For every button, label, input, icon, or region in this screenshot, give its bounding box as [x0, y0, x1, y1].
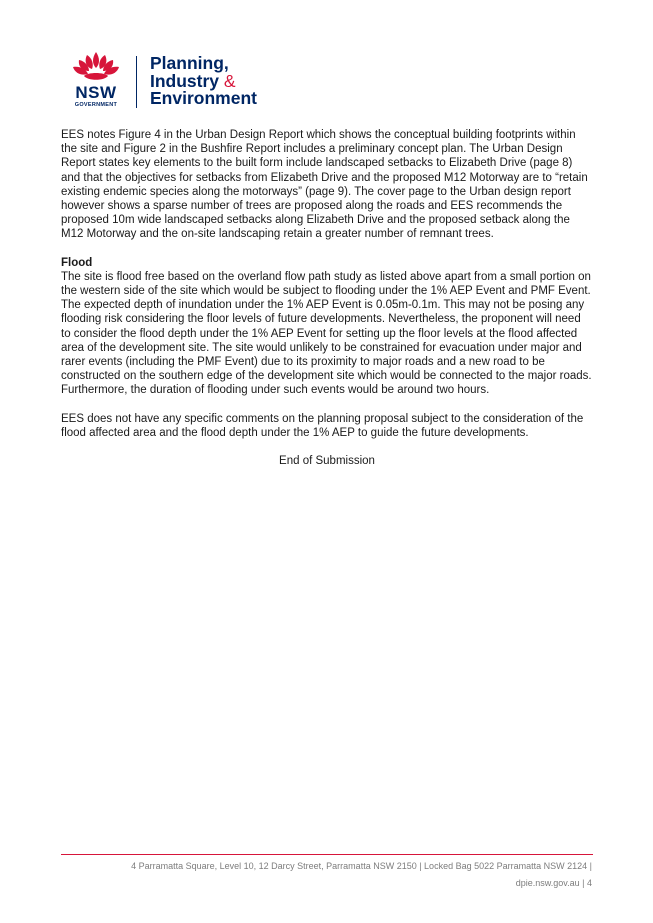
- nsw-wordmark: NSW: [75, 83, 117, 102]
- department-ampersand: &: [223, 70, 236, 91]
- flood-heading: Flood: [61, 256, 93, 269]
- footer-website-page-number: dpie.nsw.gov.au | 4: [515, 878, 592, 888]
- footer-divider: [61, 854, 593, 855]
- footer-address: 4 Parramatta Square, Level 10, 12 Darcy Street, Parramatta NSW 2150 | Locked Bag 5022 Parramatta NSW 2124 |: [131, 861, 592, 871]
- department-name: [150, 55, 257, 108]
- department-line-1: Planning,: [150, 53, 229, 73]
- paragraph-figures: EES notes Figure 4 in the Urban Design Report which shows the conceptual building footprints within the site and Figure 2 in the Bushfire Report includes a preliminary concept plan. The Urban Design Report states key elements to the built form include landscaped setbacks to Elizabeth Drive (page 8) and that the objectives for setbacks from Elizabeth Drive and the proposed M12 Motorway are to “retain existing endemic species along the motorways” (page 9). The cover page to the Urban design report however shows a sparse number of trees are proposed along the roads and EES recommends the proposed 10m wide landscaped setbacks along Elizabeth Drive and the proposed setback along the M12 Motorway and the on-site landscaping retain a greater number of remnant trees.: [61, 129, 588, 241]
- document-body: [61, 128, 593, 468]
- waratah-icon: [70, 50, 122, 86]
- end-of-submission: End of Submission: [279, 455, 375, 468]
- department-industry: Industry: [150, 70, 220, 91]
- department-line-3: Environment: [150, 88, 257, 108]
- paragraph-comments: EES does not have any specific comments on the planning proposal subject to the consideration of the flood affected area and the flood depth under the 1% AEP to guide the future developments.: [61, 412, 584, 439]
- government-wordmark: GOVERNMENT: [74, 102, 118, 108]
- paragraph-flood: The site is flood free based on the overland flow path study as listed above apart from a small portion on the western side of the site which would be subject to flooding under the 1% AEP Event and PMF Event. The expected depth of inundation under the 1% AEP Event is 0.05m-0.1m. This may not be posing any flooding risk considering the floor levels of future developments. Nevertheless, the proponent will need to consider the flood depth under the 1% AEP Event for setting up the floor levels at the flood affected area of the development site. The site would unlikely to be constrained for evacuation under major and rarer events (including the PMF Event) due to its proximity to major roads and a new road to be constructed on the southern edge of the development site which would be connected to the major roads. Furthermore, the duration of flooding under such events would be around two hours.: [61, 270, 592, 397]
- logo-divider: [136, 56, 137, 108]
- nsw-government-logo: [70, 50, 280, 112]
